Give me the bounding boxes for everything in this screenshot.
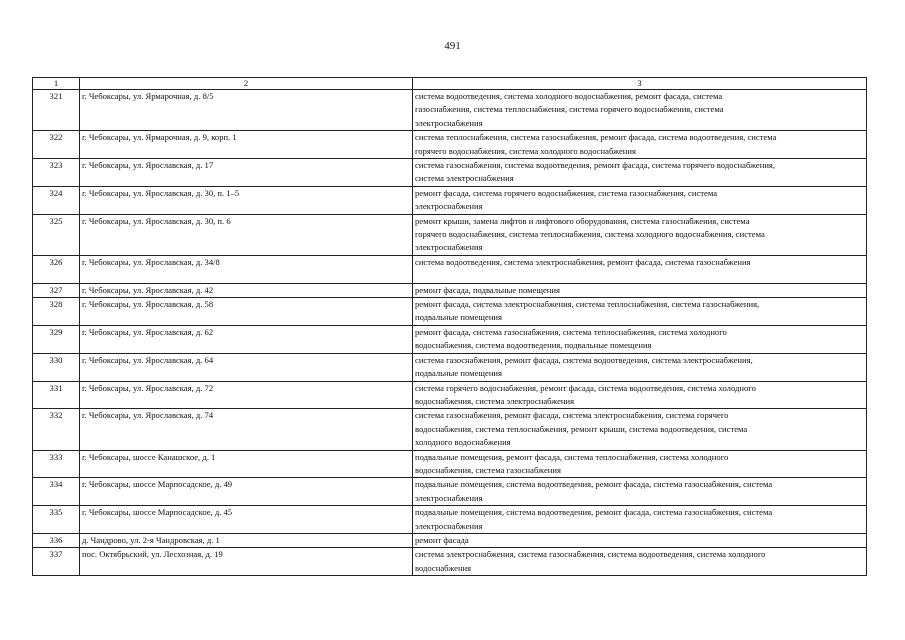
works-line: горячего водоснабжения, система теплоснабжения, система холодного водоснабжения, система: [415, 229, 765, 240]
works-line: ремонт крыши, замена лифтов и лифтового оборудования, система газоснабжения, система: [415, 215, 750, 226]
row-address: г. Чебоксары, ул. Ярмарочная, д. 8/5: [80, 90, 413, 131]
row-number: 333: [33, 450, 80, 478]
row-number: 329: [33, 325, 80, 353]
works-line: ремонт фасада, подвальные помещения: [415, 284, 560, 295]
row-number: 324: [33, 186, 80, 214]
row-works: [413, 533, 867, 547]
registry-table: [32, 77, 867, 576]
works-line: водоснабжения, система электроснабжения: [415, 395, 575, 406]
header-col-1: 1: [33, 78, 80, 90]
works-line: подвальные помещения, система водоотведения, ремонт фасада, система газоснабжения, система: [415, 507, 773, 518]
row-works: [413, 186, 867, 214]
row-address: г. Чебоксары, ул. Ярославская, д. 30, п. 1–5: [80, 186, 413, 214]
row-works: [413, 478, 867, 506]
row-number: 332: [33, 409, 80, 450]
row-works: [413, 90, 867, 131]
row-number: 336: [33, 533, 80, 547]
row-number: 321: [33, 90, 80, 131]
table-row: [33, 283, 867, 297]
row-works: [413, 325, 867, 353]
row-number: 331: [33, 381, 80, 409]
table-row: [33, 325, 867, 353]
row-address: пос. Октябрьский, ул. Лесхозная, д. 19: [80, 548, 413, 576]
works-line: электроснабжения: [415, 201, 483, 212]
row-works: [413, 214, 867, 255]
row-address: г. Чебоксары, ул. Ярославская, д. 62: [80, 325, 413, 353]
works-line: электроснабжения: [415, 492, 483, 503]
table-row: [33, 131, 867, 159]
table-row: [33, 214, 867, 255]
row-address: д. Чандрово, ул. 2-я Чандровская, д. 1: [80, 533, 413, 547]
works-line: ремонт фасада, система горячего водоснабжения, система газоснабжения, система: [415, 187, 718, 198]
row-works: [413, 283, 867, 297]
works-line: система газоснабжения, ремонт фасада, система электроснабжения, система горячего: [415, 410, 729, 421]
works-line: система электроснабжения, система газоснабжения, система водоотведения, система холодного: [415, 549, 766, 560]
row-number: 328: [33, 298, 80, 326]
works-line: система газоснабжения, ремонт фасада, система водоотведения, система электроснабжения,: [415, 354, 753, 365]
row-address: г. Чебоксары, шоссе Марпосадское, д. 49: [80, 478, 413, 506]
works-line: холодного водоснабжения: [415, 437, 511, 448]
table-row: [33, 186, 867, 214]
works-line: система теплоснабжения, система газоснабжения, ремонт фасада, система водоотведения, система: [415, 132, 777, 143]
works-line: электроснабжения: [415, 117, 483, 128]
works-line: водоснабжения, система водоотведения, подвальные помещения: [415, 340, 652, 351]
row-number: 323: [33, 159, 80, 187]
row-address: г. Чебоксары, ул. Ярославская, д. 64: [80, 353, 413, 381]
table-row: [33, 298, 867, 326]
works-line: система горячего водоснабжения, ремонт фасада, система водоотведения, система холодного: [415, 382, 756, 393]
table-row: [33, 409, 867, 450]
row-address: г. Чебоксары, ул. Ярославская, д. 42: [80, 283, 413, 297]
row-works: [413, 353, 867, 381]
works-line: водоснабжения, система газоснабжения: [415, 464, 561, 475]
row-works: [413, 159, 867, 187]
row-number: 334: [33, 478, 80, 506]
table-row: [33, 381, 867, 409]
table-row: [33, 478, 867, 506]
table-row: [33, 353, 867, 381]
page-number: 491: [444, 40, 461, 52]
table-header-row: [33, 78, 867, 90]
row-address: г. Чебоксары, ул. Ярославская, д. 74: [80, 409, 413, 450]
row-works: [413, 506, 867, 534]
works-line: электроснабжения: [415, 242, 483, 253]
header-col-3: 3: [413, 78, 867, 90]
works-line: система электроснабжения: [415, 173, 514, 184]
table-row: [33, 450, 867, 478]
works-line: горячего водоснабжения, система холодного водоснабжения: [415, 145, 636, 156]
row-works: [413, 131, 867, 159]
works-line: система водоотведения, система электроснабжения, ремонт фасада, система газоснабжения: [415, 256, 751, 267]
row-works: [413, 381, 867, 409]
works-line: водоснабжения: [415, 562, 472, 573]
row-works: [413, 450, 867, 478]
works-line: [415, 269, 864, 282]
row-address: г. Чебоксары, ул. Ярославская, д. 34/8: [80, 255, 413, 283]
works-line: ремонт фасада: [415, 534, 469, 545]
table-row: [33, 255, 867, 283]
works-line: электроснабжения: [415, 520, 483, 531]
works-line: подвальные помещения, ремонт фасада, система теплоснабжения, система холодного: [415, 451, 729, 462]
row-address: г. Чебоксары, ул. Ярославская, д. 17: [80, 159, 413, 187]
row-number: 322: [33, 131, 80, 159]
row-number: 325: [33, 214, 80, 255]
table-row: [33, 90, 867, 131]
table-row: [33, 506, 867, 534]
table-row: [33, 159, 867, 187]
works-line: подвальные помещения: [415, 312, 502, 323]
row-address: г. Чебоксары, ул. Ярмарочная, д. 9, корп. 1: [80, 131, 413, 159]
row-address: г. Чебоксары, шоссе Канашское, д. 1: [80, 450, 413, 478]
row-number: 330: [33, 353, 80, 381]
table-row: [33, 533, 867, 547]
row-works: [413, 298, 867, 326]
works-line: газоснабжения, система теплоснабжения, система горячего водоснабжения, система: [415, 104, 724, 115]
row-number: 326: [33, 255, 80, 283]
works-line: ремонт фасада, система газоснабжения, система теплоснабжения, система холодного: [415, 326, 727, 337]
table-row: [33, 548, 867, 576]
works-line: подвальные помещения: [415, 368, 502, 379]
row-number: 335: [33, 506, 80, 534]
works-line: подвальные помещения, система водоотведения, ремонт фасада, система газоснабжения, система: [415, 479, 773, 490]
row-address: г. Чебоксары, ул. Ярославская, д. 30, п. 6: [80, 214, 413, 255]
works-line: система водоотведения, система холодного водоснабжения, ремонт фасада, система: [415, 91, 723, 101]
row-address: г. Чебоксары, шоссе Марпосадское, д. 45: [80, 506, 413, 534]
row-number: 327: [33, 283, 80, 297]
header-col-2: 2: [80, 78, 413, 90]
works-line: ремонт фасада, система электроснабжения, система теплоснабжения, система газоснабжения,: [415, 299, 760, 310]
row-works: [413, 548, 867, 576]
works-line: водоснабжения, система теплоснабжения, ремонт крыши, система водоотведения, система: [415, 423, 748, 434]
row-works: [413, 409, 867, 450]
works-line: система газоснабжения, система водоотведения, ремонт фасада, система горячего водоснабжения,: [415, 160, 776, 171]
row-works: [413, 255, 867, 283]
row-address: г. Чебоксары, ул. Ярославская, д. 58: [80, 298, 413, 326]
row-address: г. Чебоксары, ул. Ярославская, д. 72: [80, 381, 413, 409]
row-number: 337: [33, 548, 80, 576]
